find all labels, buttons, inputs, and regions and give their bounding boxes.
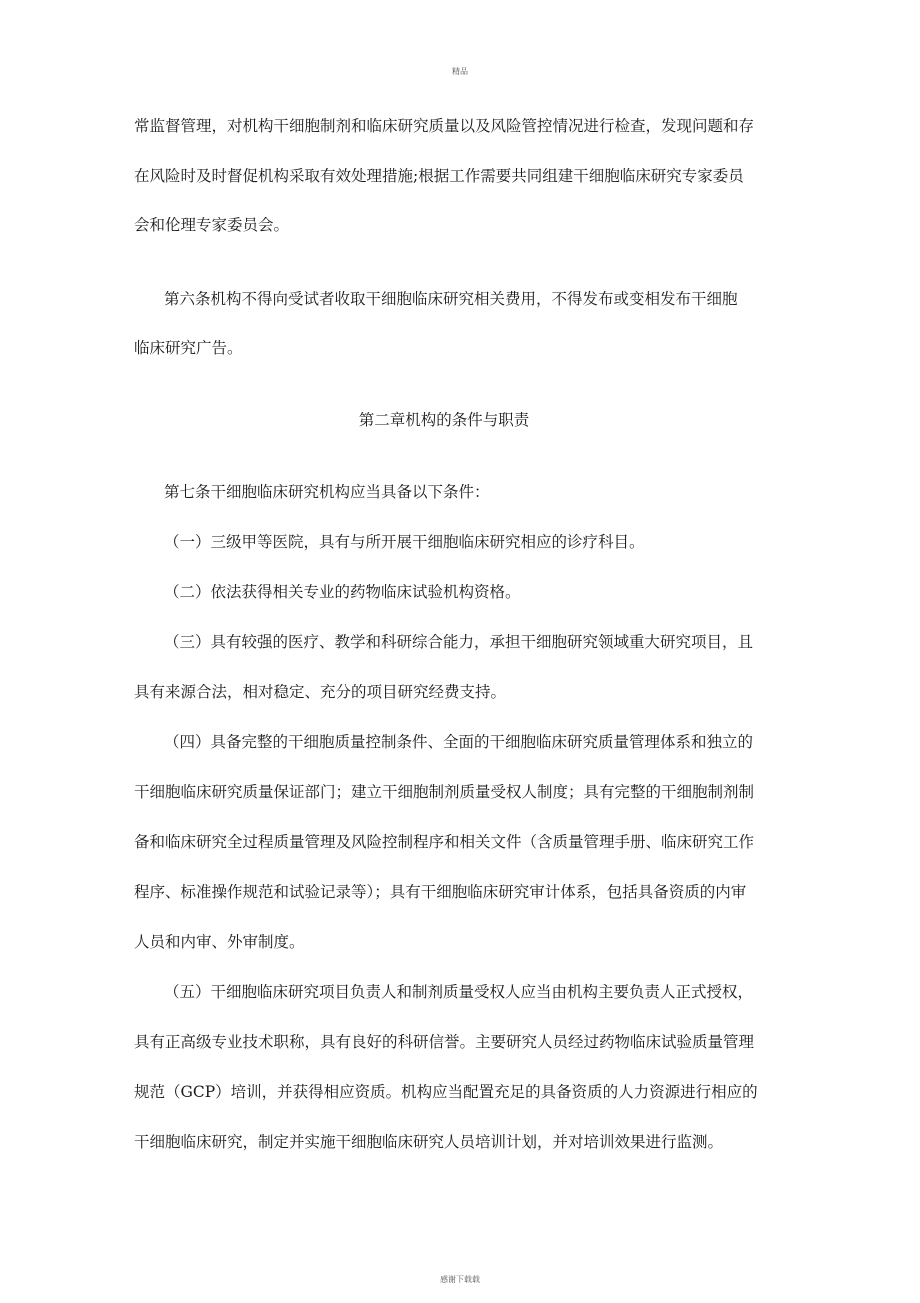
paragraph-line: 常监督管理，对机构干细胞制剂和临床研究质量以及风险管控情况进行检查，发现问题和存: [134, 117, 755, 135]
list-item-2: （二）依法获得相关专业的药物临床试验机构资格。: [164, 583, 521, 601]
paragraph-line: 具有来源合法，相对稳定、充分的项目研究经费支持。: [134, 683, 507, 701]
article-6-line: 第六条机构不得向受试者收取干细胞临床研究相关费用，不得发布或变相发布干细胞: [164, 290, 738, 308]
paragraph-line: 在风险时及时督促机构采取有效处理措施;根据工作需要共同组建干细胞临床研究专家委员: [134, 167, 744, 185]
article-7-line: 第七条干细胞临床研究机构应当具备以下条件：: [164, 483, 490, 501]
paragraph-line: 临床研究广告。: [134, 339, 243, 357]
page-footer: 感谢下载载: [440, 1275, 480, 1284]
paragraph-line: 干细胞临床研究，制定并实施干细胞临床研究人员培训计划，并对培训效果进行监测。: [134, 1133, 724, 1151]
paragraph-line: 具有正高级专业技术职称，具有良好的科研信誉。主要研究人员经过药物临床试验质量管理: [134, 1033, 755, 1051]
paragraph-line: 备和临床研究全过程质量管理及风险控制程序和相关文件（含质量管理手册、临床研究工作: [134, 833, 755, 851]
list-item-5: （五）干细胞临床研究项目负责人和制剂质量受权人应当由机构主要负责人正式授权，: [164, 983, 754, 1001]
list-item-4: （四）具备完整的干细胞质量控制条件、全面的干细胞临床研究质量管理体系和独立的: [164, 733, 754, 751]
chapter-heading: 第二章机构的条件与职责: [358, 411, 530, 429]
paragraph-line: 干细胞临床研究质量保证部门；建立干细胞制剂质量受权人制度；具有完整的干细胞制剂制: [134, 783, 755, 801]
paragraph-line: 人员和内审、外审制度。: [134, 933, 305, 951]
list-item-1: （一）三级甲等医院，具有与所开展干细胞临床研究相应的诊疗科目。: [164, 533, 645, 551]
paragraph-line: 程序、标准操作规范和试验记录等）；具有干细胞临床研究审计体系，包括具备资质的内审: [134, 883, 747, 901]
paragraph-line: 会和伦理专家委员会。: [134, 216, 290, 234]
paragraph-line: 规范（GCP）培训，并获得相应资质。机构应当配置充足的具备资质的人力资源进行相应的: [134, 1083, 758, 1101]
list-item-3: （三）具有较强的医疗、教学和科研综合能力，承担干细胞研究领域重大研究项目，且: [164, 633, 754, 651]
page-header: 精品: [452, 67, 468, 76]
